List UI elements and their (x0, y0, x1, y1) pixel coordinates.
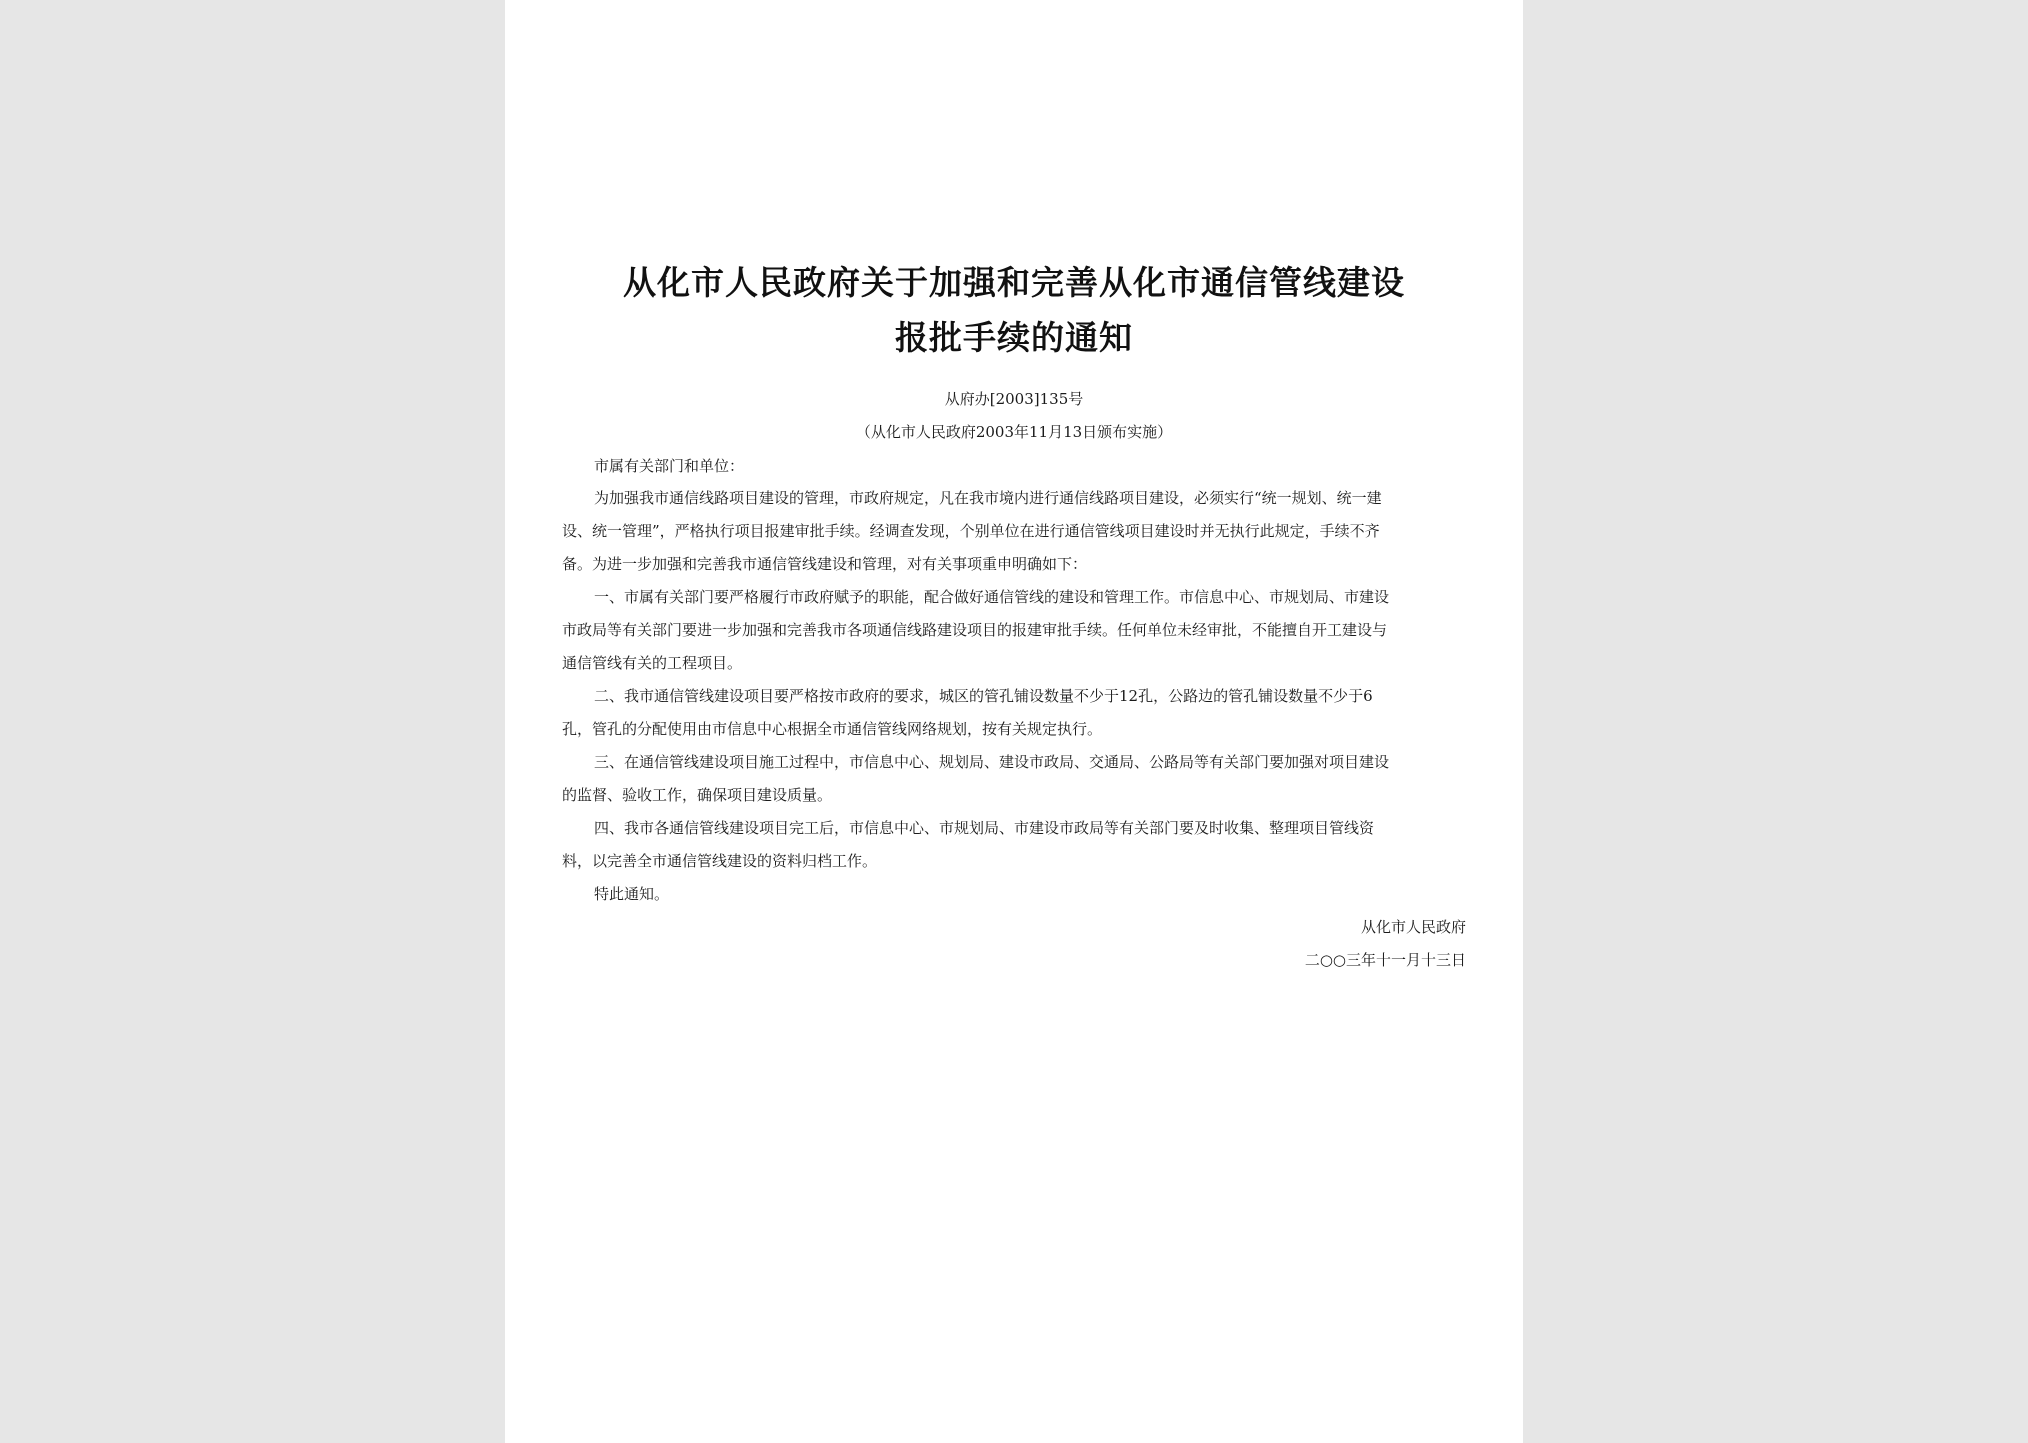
document-number: 从府办[2003]135号 (944, 390, 1084, 408)
paragraph-2-line: 孔，管孔的分配使用由市信息中心根据全市通信管线网络规划，按有关规定执行。 (562, 720, 1103, 738)
document-page (505, 0, 1523, 1443)
paragraph-intro-line: 备。为进一步加强和完善我市通信管线建设和管理，对有关事项重申明确如下： (562, 555, 1088, 573)
signature-date: 二○○三年十一月十三日 (1304, 951, 1466, 969)
paragraph-3-line: 的监督、验收工作，确保项目建设质量。 (562, 786, 833, 804)
paragraph-1-line: 通信管线有关的工程项目。 (562, 654, 743, 672)
paragraph-1-line: 市政局等有关部门要进一步加强和完善我市各项通信线路建设项目的报建审批手续。任何单位未经审批，不能擅自开工建设与 (562, 621, 1388, 639)
paragraph-intro-line: 设、统一管理”，严格执行项目报建审批手续。经调查发现，个别单位在进行通信管线项目建设时并无执行此规定，手续不齐 (562, 522, 1380, 540)
paragraph-3-line: 三、在通信管线建设项目施工过程中，市信息中心、规划局、建设市政局、交通局、公路局等有关部门要加强对项目建设 (594, 753, 1390, 771)
salutation: 市属有关部门和单位： (594, 457, 745, 475)
paragraph-intro-line: 为加强我市通信线路项目建设的管理，市政府规定，凡在我市境内进行通信线路项目建设，必须实行“统一规划、统一建 (594, 489, 1382, 507)
signature-organization: 从化市人民政府 (1360, 918, 1466, 936)
paragraph-4-line: 料，以完善全市通信管线建设的资料归档工作。 (562, 852, 878, 870)
paragraph-1-line: 一、市属有关部门要严格履行市政府赋予的职能，配合做好通信管线的建设和管理工作。市信息中心、市规划局、市建设 (594, 588, 1390, 606)
issued-note: （从化市人民政府2003年11月13日颁布实施） (855, 423, 1173, 441)
paragraph-2-line: 二、我市通信管线建设项目要严格按市政府的要求，城区的管孔铺设数量不少于12孔，公路边的管孔铺设数量不少于6 (594, 687, 1373, 705)
document-title-line-2: 报批手续的通知 (895, 318, 1133, 357)
closing-line: 特此通知。 (594, 885, 670, 903)
paragraph-4-line: 四、我市各通信管线建设项目完工后，市信息中心、市规划局、市建设市政局等有关部门要及时收集、整理项目管线资 (594, 819, 1375, 837)
document-title-line-1: 从化市人民政府关于加强和完善从化市通信管线建设 (623, 263, 1405, 302)
